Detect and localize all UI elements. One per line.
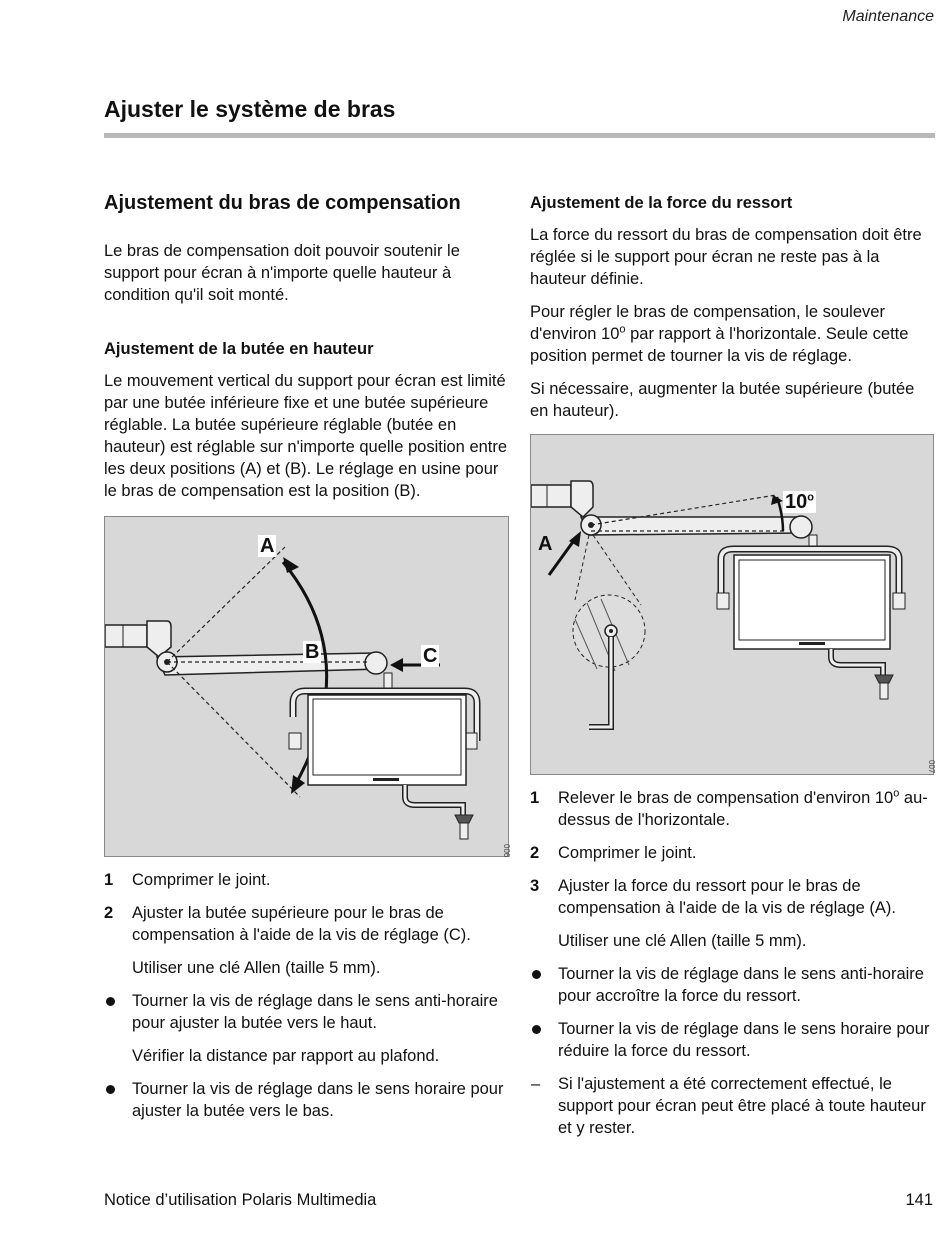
footer-document-title: Notice d’utilisation Polaris Multimedia (104, 1191, 377, 1209)
step-number: 3 (530, 877, 540, 895)
step-text: Ajuster la force du ressort pour le bras de compensation à l'aide de la vis de réglage (A). (558, 877, 896, 917)
degree-superscript: o (893, 787, 900, 800)
bullet-dot-icon (532, 970, 541, 979)
section-heading: Ajustement du bras de compensation (104, 192, 461, 214)
figure-label-c: C (423, 645, 438, 667)
step-number: 1 (104, 871, 114, 889)
bullet-item (530, 963, 935, 1007)
step-item (530, 875, 935, 919)
step-text: au-dessus de l'horizontale. (558, 789, 928, 829)
bullet-text: Tourner la vis de réglage dans le sens anti-horaire pour ajuster la butée vers le haut. (132, 992, 498, 1032)
figure-label-a: A (260, 535, 275, 557)
figure-height-stop (104, 516, 509, 857)
figure-spring-force (530, 434, 934, 775)
step-number: 2 (104, 904, 114, 922)
step-number: 1 (530, 789, 540, 807)
arm-diagram-spring-force (531, 435, 933, 774)
arm-diagram-height-stop (105, 517, 508, 856)
spring-paragraph-1: La force du ressort du bras de compensation doit être réglée si le support pour écran ne reste pas à la hauteur définie. (530, 226, 922, 288)
spring-paragraph-3: Si nécessaire, augmenter la butée supérieure (butée en hauteur). (530, 380, 915, 420)
left-column (104, 190, 509, 1133)
bullet-item (104, 1078, 509, 1122)
figure-angle-label (783, 491, 816, 513)
dash-item (530, 1073, 935, 1139)
figure-code: 007 (927, 760, 936, 774)
note-text: Vérifier la distance par rapport au plafond. (132, 1047, 440, 1065)
title-rule (104, 133, 935, 138)
subsection-heading-spring-force: Ajustement de la force du ressort (530, 194, 793, 212)
text-segment: Pour régler le bras de compensation, le soulever d'environ 10 (530, 303, 885, 343)
text-segment: par rapport à l'horizontale. Seule cette position permet de tourner la vis de réglage. (530, 325, 909, 365)
step-item (104, 902, 509, 946)
note-text: Utiliser une clé Allen (taille 5 mm). (558, 932, 807, 950)
degree-superscript: o (807, 491, 814, 504)
step-item (104, 869, 509, 891)
bullet-item (104, 990, 509, 1034)
bullet-text: Tourner la vis de réglage dans le sens horaire pour ajuster la butée vers le bas. (132, 1080, 504, 1120)
figure-label-a: A (538, 533, 553, 555)
page-number: 141 (905, 1191, 933, 1209)
bullet-dot-icon (106, 1085, 115, 1094)
right-column (530, 192, 935, 1150)
step-number: 2 (530, 844, 540, 862)
step-item (530, 787, 935, 831)
page-title: Ajuster le système de bras (104, 96, 396, 122)
subsection-heading-height-stop: Ajustement de la butée en hauteur (104, 340, 374, 358)
note-text: Utiliser une clé Allen (taille 5 mm). (132, 959, 381, 977)
intro-paragraph: Le bras de compensation doit pouvoir soutenir le support pour écran à n'importe quelle hauteur à condition qu'il soit monté. (104, 242, 460, 304)
bullet-dot-icon (106, 997, 115, 1006)
step-text: Relever le bras de compensation d'environ 10 (558, 789, 894, 807)
dash-marker: – (531, 1075, 541, 1093)
degree-superscript: o (619, 323, 626, 336)
step-text: Comprimer le joint. (132, 871, 271, 889)
step-text: Ajuster la butée supérieure pour le bras de compensation à l'aide de la vis de réglage (C). (132, 904, 471, 944)
figure-code: 006 (502, 844, 511, 858)
bullet-item (530, 1018, 935, 1062)
step-item (530, 842, 935, 864)
bullet-text: Tourner la vis de réglage dans le sens anti-horaire pour accroître la force du ressort. (558, 965, 924, 1005)
spring-paragraph-2 (530, 301, 935, 367)
bullet-text: Tourner la vis de réglage dans le sens horaire pour réduire la force du ressort. (558, 1020, 930, 1060)
figure-label-b: B (305, 641, 320, 663)
height-stop-paragraph: Le mouvement vertical du support pour écran est limité par une butée inférieure fixe et une butée supérieure réglable. La butée supérieure réglable (butée en hauteur) est réglable sur n'importe quelle position entre les deux positions (A) et (B). Le réglage en usine pour le bras de compensation est la position (B). (104, 372, 508, 500)
step-text: Comprimer le joint. (558, 844, 697, 862)
header-section-title: Maintenance (842, 8, 934, 25)
angle-value: 10 (785, 491, 808, 513)
dash-text: Si l'ajustement a été correctement effectué, le support pour écran peut être placé à toute hauteur et y rester. (558, 1075, 926, 1137)
bullet-dot-icon (532, 1025, 541, 1034)
